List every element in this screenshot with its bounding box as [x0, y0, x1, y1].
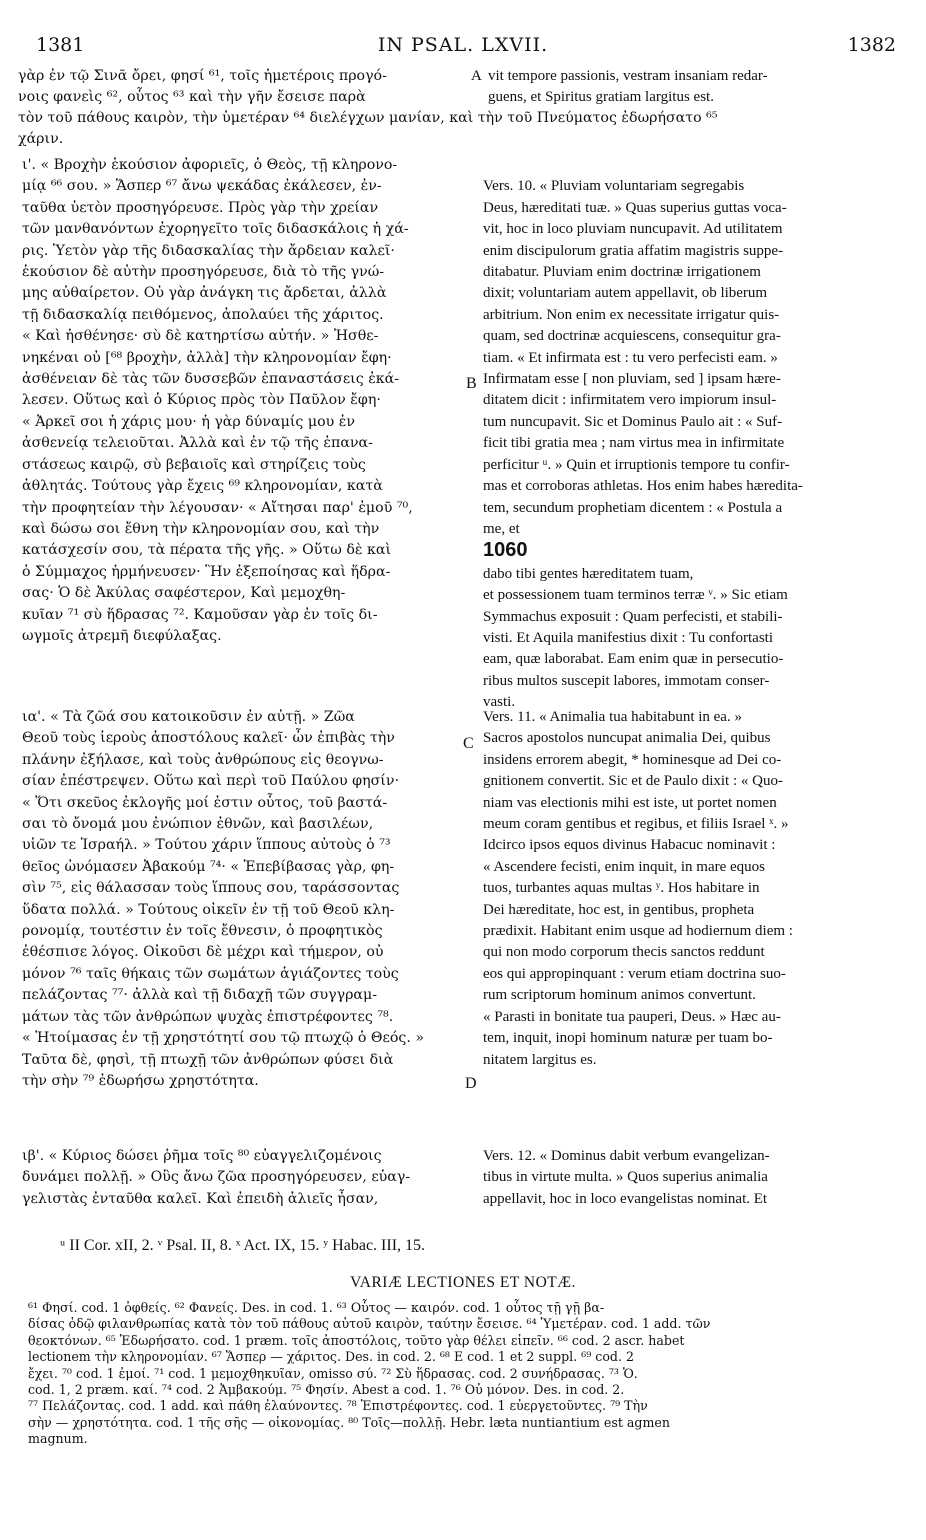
latin-verse-11: Vers. 11. « Animalia tua habitabunt in ea. » Sacros apostolos nuncupat animalia Dei, quibus insidens errorem abegit, * hominesque ad Dei co- gnitionem convertit. Sic et de Paulo dixit : « Quo- niam vas electionis mihi est iste, ut portet nomen meum coram gentibus et regibus, et filiis Israel ˣ. » Idcirco ipsos equos divinus Habacuc nominavit : « Ascendere fecisti, enim inquit, in mare equos tuos, turbantes aquas multas ʸ. Hos habitare in Dei hæreditate, hoc est, in gentibus, propheta prædixit. Habitant enim usque ad hodiernum diem : qui non modo corporum thecis sanctos reddunt eos qui appropinquant : verum etiam doctrina suo- rum scriptorum hominum animos convertunt. « Parasti in bonitate tua pauperi, Deus. » Hæc au- tem, inquit, inopi hominum naturæ per tuam bo- nitatem largitus es.: [483, 709, 793, 1068]
intro-greek-top: γὰρ ἐν τῷ Σινᾶ ὄρει, φησί ⁶¹, τοῖς ἡμετέροις προγό- νοις φανεὶς ⁶², οὗτος ⁶³ καὶ τὴν γῆν ἔσεισε παρὰ: [18, 68, 387, 106]
scripture-references: ᵘ II Cor. xII, 2. ᵛ Psal. II, 8. ˣ Act. IX, 15. ʸ Habac. III, 15.: [60, 1237, 426, 1254]
latin-verse-10-part1: Vers. 10. « Pluviam voluntariam segregabis Deus, hæreditati tuæ. » Quas superius guttas voca- vit, hoc in loco pluviam nuncupavit. Ad utilitatem enim discipulorum gratia affatim magistris suppe- ditabatur. Pluviam enim doctrinæ irrigationem dixit; voluntariam autem appellavit, ob liberum arbitrium. Non enim ex necessitate irrigatur quis- quam, sed doctrinæ acquiescens, consequitur gra- tiam. « Et infirmata est : tu vero perfecisti eam. » Infirmatam esse [ non pluviam, sed ] ipsam hære- ditatem dicit : infirmitatem vero impiorum insul- tum nuncupavit. Sic et Dominus Paulo ait : « Suf- ficit tibi gratia mea ; nam virtus mea in infirmitate perficitur ᵘ. » Quin et irruptionis tempore tu confir- mas et corroboras athletas. Hos enim habes hæredita- tem, secundum prophetiam dicentem : « Postula a me, et: [483, 178, 803, 537]
greek-verse-12: ιβ'. « Κύριος δώσει ῥῆμα τοῖς ⁸⁰ εὐαγγελιζομένοις δυνάμει πολλῇ. » Οὓς ἄνω ζῶα προσηγόρευσεν, εὐαγ- γελιστὰς ἐνταῦθα καλεῖ. Καὶ ἐπειδὴ ἁλιεῖς ἦσαν,: [22, 1148, 411, 1207]
latin-verse-12: Vers. 12. « Dominus dabit verbum evangelizan- tibus in virtute multa. » Quos superius animalia appellavit, hoc in loco evangelistas nominat. Et: [483, 1148, 770, 1207]
margin-letter-c: C: [463, 735, 474, 752]
running-header: [0, 34, 926, 60]
intro-greek-full: τὸν τοῦ πάθους καιρὸν, τὴν ὑμετέραν ⁶⁴ διελέγχων μανίαν, καὶ τὴν τοῦ Πνεύματος ἐδωρήσατο ⁶⁵ χάριν.: [18, 110, 718, 148]
page-number-bold: 1060: [483, 539, 528, 562]
variae-title: VARIÆ LECTIONES ET NOTÆ.: [350, 1274, 576, 1291]
margin-letter-a: A: [471, 68, 482, 84]
column-number-left: 1381: [36, 34, 85, 56]
variae-notes: ⁶¹ Φησί. cod. 1 ὀφθείς. ⁶² Φανείς. Des. in cod. 1. ⁶³ Οὗτος — καιρόν. cod. 1 οὗτος τῇ γῇ βα- δίσας ὁδῷ φιλανθρωπίας κατὰ τὸν τοῦ πάθους αὐτοῦ καιρὸν, ταύτην ἔσεισε. ⁶⁴ Ὑμετέραν. cod. 1 add. τῶν θεοκτόνων. ⁶⁵ Ἐδωρήσατο. cod. 1 præm. τοῖς ἀποστόλοις, τοῦτο γὰρ θέλει εἰπεῖν. ⁶⁶ cod. 2 ascr. habet lectionem τὴν κληρονομίαν. ⁶⁷ Ἅσπερ — χάριτος. Des. in cod. 2. ⁶⁸ E cod. 1 et 2 suppl. ⁶⁹ cod. 2 ἔχει. ⁷⁰ cod. 1 ἐμοί. ⁷¹ cod. 1 μεμοχθηκυῖαν, omisso σύ. ⁷² Σὺ ἥδρασας. cod. 2 συνήδρασας. ⁷³ Ὁ. cod. 1, 2 præm. καί. ⁷⁴ cod. 2 Ἀμβακούμ. ⁷⁵ Φησίν. Abest a cod. 1. ⁷⁶ Οὐ μόνον. Des. in cod. 2. ⁷⁷ Πελάζοντας. cod. 1 add. καὶ πάθη ἐλαύνοντες. ⁷⁸ Ἐπιστρέφοντες. cod. 1 εὐεργετοῦντες. ⁷⁹ Τὴν σὴν — χρηστότητα. cod. 1 τῆς σῆς — οἰκονομίας. ⁸⁰ Τοῖς—πολλῇ. Hebr. læta nuntiantium est agmen magnum.: [28, 1300, 711, 1447]
greek-verse-10: ι'. « Βροχὴν ἑκούσιον ἀφοριεῖς, ὁ Θεὸς, τῇ κληρονο- μίᾳ ⁶⁶ σου. » Ἅσπερ ⁶⁷ ἄνω ψεκάδας ἐκάλεσεν, ἐν- ταῦθα ὑετὸν προσηγόρευσε. Πρὸς γὰρ τὴν χρείαν τῶν μανθανόντων ἐχορηγεῖτο τοῖς διδασκάλοις ἡ χά- ρις. Ὑετὸν γὰρ τῆς διδασκαλίας τὴν ἄρδειαν καλεῖ· ἑκούσιον δὲ αὐτὴν προσηγόρευσε, διὰ τὸ τῆς γνώ- μης αὐθαίρετον. Οὐ γὰρ ἀνάγκη τις ἄρδεται, ἀλλὰ τῇ διδασκαλίᾳ πειθόμενος, ἀπολαύει τῆς χάριτος. « Καὶ ἠσθένησε· σὺ δὲ κατηρτίσω αὐτήν. » Ἠσθε- νηκέναι οὐ [⁶⁸ βροχὴν, ἀλλὰ] τὴν κληρονομίαν ἔφη· ἀσθένειαν δὲ τὰς τῶν δυσσεβῶν ἐπαναστάσεις ἐκά- λεσεν. Οὕτως καὶ ὁ Κύριος πρὸς τὸν Παῦλον ἔφη· « Ἀρκεῖ σοι ἡ χάρις μου· ἡ γὰρ δύναμίς μου ἐν ἀσθενείᾳ τελειοῦται. Ἀλλὰ καὶ ἐν τῷ τῆς ἐπανα- στάσεως καιρῷ, σὺ βεβαιοῖς καὶ στηρίζεις τοὺς ἀθλητάς. Τούτους γὰρ ἔχεις ⁶⁹ κληρονομίαν, κατὰ τὴν προφητείαν τὴν λέγουσαν· « Αἴτησαι παρ' ἐμοῦ ⁷⁰, καὶ δώσω σοι ἔθνη τὴν κληρονομίαν σου, καὶ τὴν κατάσχεσίν σου, τὰ πέρατα τῆς γῆς. » Οὕτω δὲ καὶ ὁ Σύμμαχος ἡρμήνευσεν· Ἣν ἐξεποίησας καὶ ἥδρα- σας· Ὁ δὲ Ἀκύλας σαφέστερον, Καὶ μεμοχθη- κυῖαν ⁷¹ σὺ ἥδρασας ⁷². Καμοῦσαν γὰρ ἐν τοῖς δι- ωγμοῖς ἀτρεμῆ διεφύλαξας.: [22, 157, 413, 644]
intro-latin: vit tempore passionis, vestram insaniam redar- guens, et Spiritus gratiam largitus est.: [488, 68, 768, 106]
greek-verse-11: ια'. « Τὰ ζῶά σου κατοικοῦσιν ἐν αὐτῇ. » Ζῶα Θεοῦ τοὺς ἱεροὺς ἀποστόλους καλεῖ· ὧν ἐπιβὰς τὴν πλάνην ἐξήλασε, καὶ τοὺς ἀνθρώπους εἰς θεογνω- σίαν ἐπέστρεψεν. Οὕτω καὶ περὶ τοῦ Παύλου φησίν· « Ὅτι σκεῦος ἐκλογῆς μοί ἐστιν οὗτος, τοῦ βαστά- σαι τὸ ὄνομά μου ἐνώπιον ἐθνῶν, καὶ βασιλέων, υἱῶν τε Ἰσραήλ. » Τούτου χάριν ἵππους αὐτοὺς ὁ ⁷³ θεῖος ὠνόμασεν Ἀβακούμ ⁷⁴· « Ἐπεβίβασας γὰρ, φη- σὶν ⁷⁵, εἰς θάλασσαν τοὺς ἵππους σου, ταράσσοντας ὕδατα πολλά. » Τούτους οἰκεῖν ἐν τῇ τοῦ Θεοῦ κλη- ρονομίᾳ, τουτέστιν ἐν τοῖς ἔθνεσιν, ὁ προφητικὸς ἐθέσπισε λόγος. Οἰκοῦσι δὲ μέχρι καὶ τήμερον, οὐ μόνον ⁷⁶ ταῖς θήκαις τῶν σωμάτων ἁγιάζοντες τοὺς πελάζοντας ⁷⁷· ἀλλὰ καὶ τῇ διδαχῇ τῶν συγγραμ- μάτων τὰς τῶν ἀνθρώπων ψυχὰς ἐπιστρέφοντες ⁷⁸. « Ἡτοίμασας ἐν τῇ χρηστότητί σου τῷ πτωχῷ ὁ Θεός. » Ταῦτα δὲ, φησὶ, τῇ πτωχῇ τῶν ἀνθρώπων φύσει διὰ τὴν σὴν ⁷⁹ ἐδωρήσω χρηστότητα.: [22, 709, 425, 1089]
latin-verse-10: [483, 155, 893, 714]
margin-letter-d: D: [465, 1075, 477, 1092]
column-number-right: 1382: [847, 34, 896, 56]
latin-verse-10-part2: dabo tibi gentes hæreditatem tuam, et possessionem tuam terminos terræ ᵛ. » Sic etiam Symmachus exposuit : Quam perfecisti, et stabili- visti. Et Aquila manifestius dixit : Tu confortasti eam, quæ laborabat. Eam enim quæ in persecutio- ribus multos suscepit labores, immotam conser- vasti.: [483, 565, 788, 711]
page-title: IN PSAL. LXVII.: [377, 34, 549, 56]
margin-letter-b: B: [466, 375, 477, 392]
